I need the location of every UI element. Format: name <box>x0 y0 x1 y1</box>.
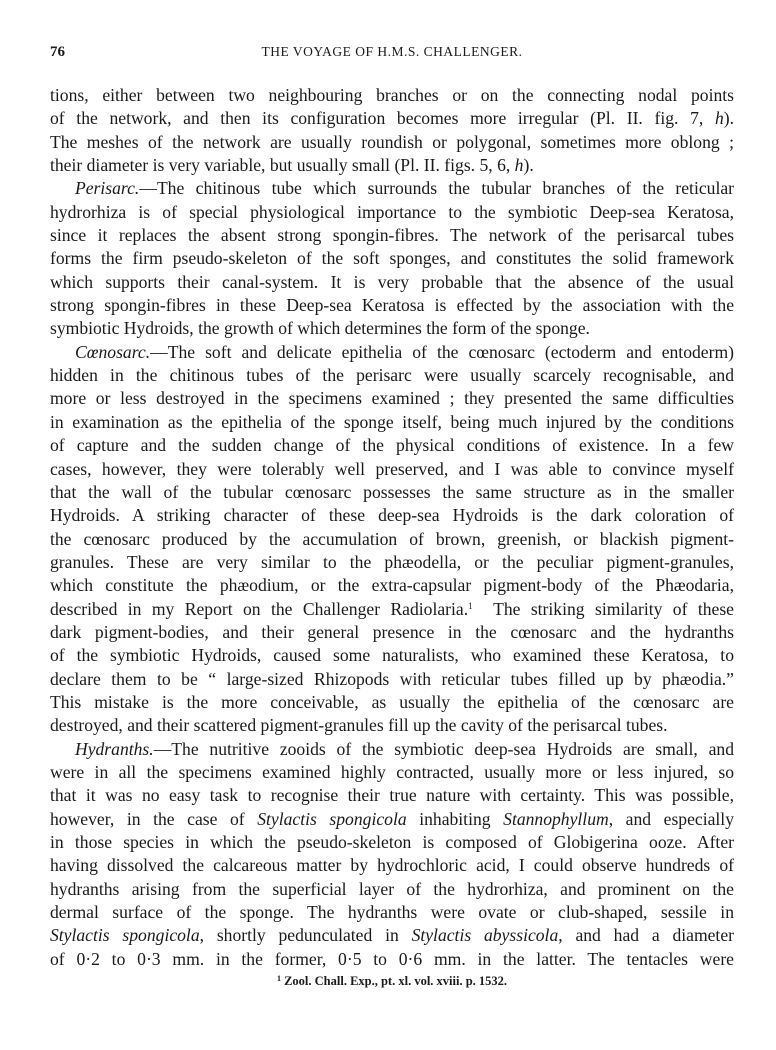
text-line: in examination as the epithelia of the sponge itself, being much injured by the conditions <box>50 411 734 432</box>
text-line-part: , and especially <box>608 808 734 829</box>
text-line <box>50 808 734 831</box>
text-line: their diameter is very variable, but usually small (Pl. II. figs. 5, 6, h). <box>50 155 534 176</box>
text-line: in those species in which the pseudo-skeleton is composed of Globigerina ooze. After <box>50 832 734 852</box>
text-line: granules. These are very similar to the phæodella, or the peculiar pigment-granules, <box>50 551 734 572</box>
text-line: having dissolved the calcareous matter by hydrochloric acid, I could observe hundreds of <box>50 855 734 876</box>
text-line: that the wall of the tubular cœnosarc possesses the same structure as in the smaller <box>50 481 734 502</box>
text-line: hydranths arising from the superficial layer of the hydrorhiza, and prominent on the <box>50 878 734 899</box>
text-line: strong spongin-fibres in these Deep-sea Keratosa is effected by the association with the <box>50 295 734 316</box>
text-line: which constitute the phæodium, or the extra-capsular pigment-body of the Phæodaria, <box>50 575 734 596</box>
text-line: hydrorhiza is of special physiological importance to the symbiotic Deep-sea Keratosa, <box>50 201 734 222</box>
page-header <box>50 44 734 66</box>
running-title: THE VOYAGE OF H.M.S. CHALLENGER. <box>261 44 523 59</box>
body-text <box>50 84 734 971</box>
text-line: of the symbiotic Hydroids, caused some naturalists, who examined these Keratosa, to <box>50 645 734 666</box>
text-line: dark pigment-bodies, and their general presence in the cœnosarc and the hydranths <box>50 621 734 642</box>
text-line: destroyed, and their scattered pigment-granules fill up the cavity of the perisarcal tubes. <box>50 715 668 736</box>
page-number: 76 <box>50 44 65 60</box>
text-line: the cœnosarc produced by the accumulation of brown, greenish, or blackish pigment- <box>50 528 734 549</box>
text-line-part: , and had a diameter <box>558 925 734 946</box>
footnote-marker: 1 <box>276 974 281 983</box>
genus-name: Stannophyllum <box>503 808 609 829</box>
section-heading-coenosarc: Cœnosarc. <box>75 341 151 362</box>
species-name: Stylactis spongicola <box>257 808 407 829</box>
text-line <box>50 924 734 947</box>
text-line: Hydroids. A striking character of these deep-sea Hydroids is the dark coloration of <box>50 505 734 526</box>
text-line: more or less destroyed in the specimens examined ; they presented the same difficulties <box>50 388 734 409</box>
text-line <box>50 341 734 364</box>
text-line: were in all the specimens examined highly contracted, usually more or less injured, so <box>50 761 734 782</box>
text-line <box>50 738 734 761</box>
text-line: This mistake is the more conceivable, as usually the epithelia of the cœnosarc are <box>50 691 734 712</box>
footnote-reference[interactable]: 1 <box>468 600 473 611</box>
text-line: dermal surface of the sponge. The hydranths were ovate or club-shaped, sessile in <box>50 902 734 923</box>
text-line: cases, however, they were tolerably well preserved, and I was able to convince myself <box>50 458 734 479</box>
text-line: tions, either between two neighbouring branches or on the connecting nodal points <box>50 85 734 105</box>
text-line <box>50 177 734 200</box>
text-line-part: , shortly pedunculated in <box>199 925 412 946</box>
species-name: Stylactis abyssicola <box>411 925 559 946</box>
text-line: hidden in the chitinous tubes of the perisarc were usually scarcely recognisable, and <box>50 365 734 386</box>
footnote <box>50 974 734 989</box>
text-line: declare them to be “ large-sized Rhizopods with reticular tubes filled up by phæodia.” <box>50 668 734 689</box>
text-line-part: —The nutritive zooids of the symbiotic deep-sea Hydroids are small, and <box>153 738 734 759</box>
text-line-part: of the network, and then its configuration becomes more irregular (Pl. II. fig. 7, h). <box>50 108 734 129</box>
section-heading-perisarc: Perisarc. <box>75 178 140 199</box>
text-line: forms the firm pseudo-skeleton of the soft sponges, and constitutes the solid framework <box>50 248 734 269</box>
text-line: of 0·2 to 0·3 mm. in the former, 0·5 to 0·6 mm. in the latter. The tentacles were <box>50 948 734 969</box>
text-line-part: inhabiting <box>406 808 504 829</box>
text-line: which supports their canal-system. It is very probable that the absence of the usual <box>50 271 734 292</box>
text-line <box>50 598 734 621</box>
text-line: that it was no easy task to recognise their true nature with certainty. This was possible, <box>50 785 734 806</box>
text-line: The meshes of the network are usually roundish or polygonal, sometimes more oblong ; <box>50 131 734 152</box>
text-line-part: The striking similarity of these <box>472 598 734 619</box>
section-heading-hydranths: Hydranths. <box>75 738 154 759</box>
text-line <box>50 107 734 130</box>
text-line-part: —The chitinous tube which surrounds the tubular branches of the reticular <box>139 178 734 199</box>
species-name: Stylactis spongicola <box>50 925 200 946</box>
text-line-part: described in my Report on the Challenger Radiolaria. <box>50 598 469 619</box>
text-line: of capture and the sudden change of the physical conditions of existence. In a few <box>50 435 734 456</box>
text-line: since it replaces the absent strong spongin-fibres. The network of the perisarcal tubes <box>50 225 734 246</box>
footnote-text: Zool. Chall. Exp., pt. xl. vol. xviii. p. 1532. <box>284 974 508 988</box>
text-line-part: —The soft and delicate epithelia of the cœnosarc (ectoderm and entoderm) <box>150 341 734 362</box>
text-line-part: however, in the case of <box>50 808 258 829</box>
text-line: symbiotic Hydroids, the growth of which determines the form of the sponge. <box>50 318 590 339</box>
